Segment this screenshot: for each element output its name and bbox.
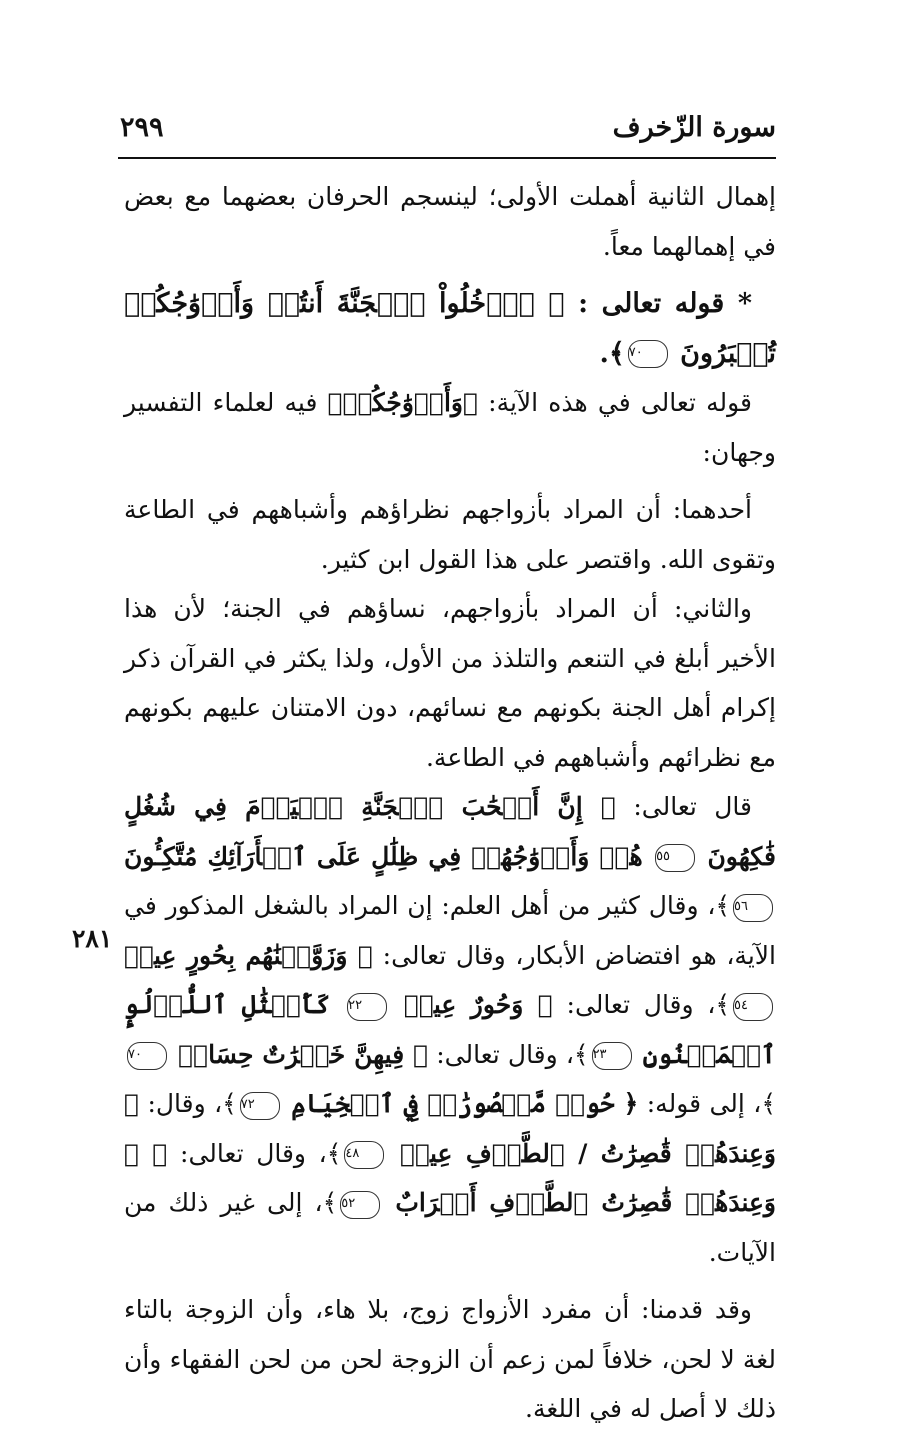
- running-title: سورة الزّخرف: [612, 112, 776, 143]
- p6-text-2: ﴾، وقال كثير من أهل العلم: إن المراد بالشغل المذكور في الآية، هو افتضاض الأبكار، وقال تعالى:: [124, 891, 777, 970]
- ayah-number: ٥٥: [655, 844, 695, 872]
- paragraph-3: [124, 378, 776, 477]
- p6-verse-2: هُمۡ وَأَزۡوَٰجُهُمۡ فِي ظِلَٰلٍ عَلَى ٱلۡأَرَآئِكِ مُتَّكِـُٔونَ: [124, 841, 643, 871]
- header-divider: [118, 157, 776, 159]
- p3-text-before: قوله تعالى في هذه الآية:: [488, 388, 752, 417]
- ayah-number: ٧٠: [127, 1042, 167, 1070]
- p6-text-7: ﴾، وقال تعالى:: [180, 1138, 342, 1168]
- p3-text-after: فيه لعلماء التفسير وجهان:: [124, 388, 776, 467]
- ayah-number: ٤٨: [344, 1141, 384, 1169]
- p6-text-1: قال تعالى:: [633, 792, 752, 821]
- p3-verse: ﴿وَأَزۡوَٰجُكُمۡ﴾: [327, 388, 478, 417]
- p6-text-6: ﴾، وقال:: [147, 1089, 237, 1118]
- p6-verse-4: ﴿ وَحُورٌ عِينٞ: [403, 990, 553, 1019]
- paragraph-5: والثاني: أن المراد بأزواجهم، نساؤهم في الجنة؛ لأن هذا الأخير أبلغ في التنعم والتلذذ من الأول، ولذا يكثر في القرآن ذكر إكرام أهل الجنة بكونهم مع نسائهم، دون الامتنان عليهم بكونهم مع نظرائهم وأشباههم في الطاعة.: [124, 594, 776, 772]
- p6-verse-9: ﴿ ۞ وَعِندَهُمۡ قَٰصِرَٰتُ ٱلطَّرۡفِ أَتۡرَابٌ: [124, 1138, 776, 1217]
- paragraph-4: أحدهما: أن المراد بأزواجهم نظراؤهم وأشباههم في الطاعة وتقوى الله. واقتصر على هذا القول ابن كثير.: [124, 495, 776, 574]
- ayah-number: ٥٤: [733, 993, 773, 1021]
- ayah-number: ٢٢: [347, 993, 387, 1021]
- p6-verse-1: ﴿ إِنَّ أَصۡحَٰبَ ٱلۡجَنَّةِ ٱلۡيَوۡمَ فِي شُغُلٍ فَٰكِهُونَ: [124, 792, 776, 871]
- paragraph-6: [124, 782, 776, 1277]
- p6-verse-6: ﴿ فِيهِنَّ خَيۡرَٰتٌ حِسَانٞ: [178, 1039, 429, 1069]
- ayah-number: ٥٢: [340, 1191, 380, 1219]
- ayah-number: ٧٠: [628, 340, 668, 368]
- margin-page-reference: ٢٨١: [72, 924, 113, 953]
- heading-verse: ﴿ ٱدۡخُلُواْ ٱلۡجَنَّةَ أَنتُمۡ وَأَزۡوَٰجُكُمۡ تُحۡبَرُونَ: [124, 288, 776, 369]
- p6-text-5: ﴾، إلى قوله:: [646, 1089, 777, 1118]
- ayah-number: ٥٦: [733, 894, 773, 922]
- verse-heading: [124, 279, 776, 378]
- p6-verse-5: كَأَمۡثَٰلِ ٱللُّؤۡلُوِٕ ٱلۡمَكۡنُونِ: [124, 990, 776, 1069]
- heading-close: ﴾.: [599, 337, 625, 369]
- page-number: ٢٩٩: [120, 112, 164, 143]
- heading-prefix: * قوله تعالى :: [578, 288, 752, 319]
- p6-text-8: ﴾، إلى غير ذلك من الآيات.: [124, 1188, 776, 1267]
- paragraph-1: إهمال الثانية أهملت الأولى؛ لينسجم الحرفان بعضهما مع بعض في إهمالهما معاً.: [124, 182, 776, 261]
- p6-verse-8: ﴿ وَعِندَهُمۡ قَٰصِرَٰتُ / ٱلطَّرۡفِ عِينٞ: [124, 1089, 776, 1168]
- page-body: [124, 172, 776, 1434]
- p6-text-3: ﴾، وقال تعالى:: [566, 990, 731, 1019]
- p6-text-4: ﴾، وقال تعالى:: [436, 1039, 589, 1069]
- p6-verse-7: ﴿ حُورٞ مَّقۡصُورَٰتٞ فِي ٱلۡخِيَامِ: [291, 1089, 639, 1118]
- p6-verse-3: ﴿ وَزَوَّجۡنَٰهُم بِحُورٍ عِينٖ: [124, 940, 373, 970]
- ayah-number: ٧٢: [240, 1092, 280, 1120]
- paragraph-7: وقد قدمنا: أن مفرد الأزواج زوج، بلا هاء، وأن الزوجة بالتاء لغة لا لحن، خلافاً لمن زعم أن الزوجة لحن من لحن الفقهاء وأن ذلك لا أصل له في اللغة.: [124, 1295, 776, 1423]
- ayah-number: ٢٣: [592, 1042, 632, 1070]
